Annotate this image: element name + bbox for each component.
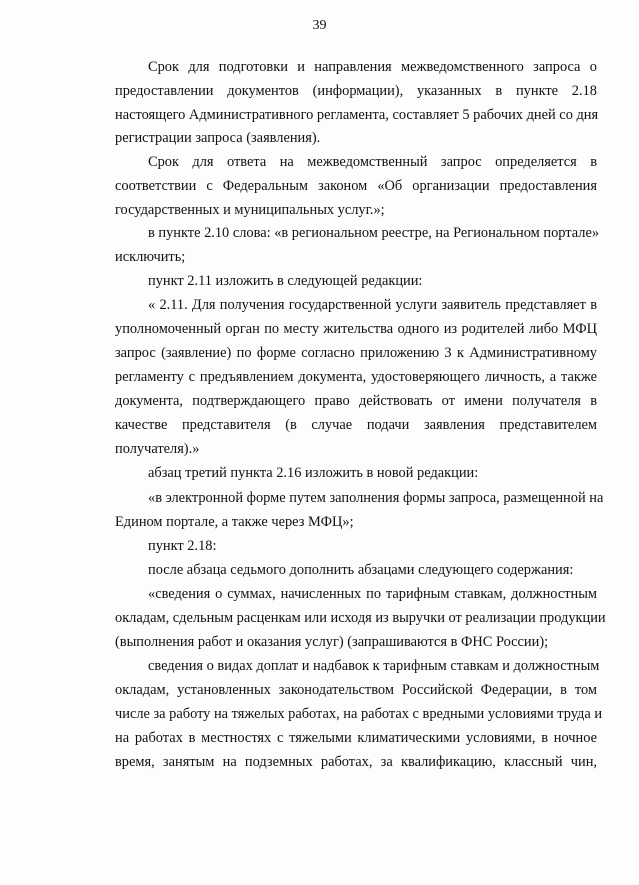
text-line: государственных и муниципальных услуг.»; (115, 202, 385, 218)
text-line: «в электронной форме путем заполнения формы запроса, размещенной на (148, 490, 604, 506)
text-line: запрос (заявление) по форме согласно приложению 3 к Административному (115, 345, 597, 361)
text-line: пункт 2.11 изложить в следующей редакции: (148, 273, 423, 289)
text-line: « 2.11. Для получения государственной услуги заявитель представляет в (148, 297, 597, 313)
text-line: после абзаца седьмого дополнить абзацами следующего содержания: (148, 562, 574, 578)
text-line: Срок для ответа на межведомственный запрос определяется в (148, 154, 597, 170)
text-line: Едином портале, а также через МФЦ»; (115, 514, 354, 530)
text-line: соответствии с Федеральным законом «Об организации предоставления (115, 178, 597, 194)
text-line: документа, подтверждающего право действовать от имени получателя в (115, 393, 597, 409)
text-line: получателя).» (115, 441, 200, 457)
text-line: Срок для подготовки и направления межведомственного запроса о (148, 59, 597, 75)
text-line: время, занятым на подземных работах, за квалификацию, классный чин, (115, 754, 597, 770)
text-line: регламенту с предъявлением документа, удостоверяющего личность, а также (115, 369, 597, 385)
text-line: настоящего Административного регламента, составляет 5 рабочих дней со дня (115, 107, 599, 123)
text-line: сведения о видах доплат и надбавок к тарифным ставкам и должностным (148, 658, 600, 674)
text-line: на работах в местностях с тяжелыми климатическими условиями, в ночное (115, 730, 597, 746)
text-line: абзац третий пункта 2.16 изложить в новой редакции: (148, 465, 479, 481)
text-line: окладам, сдельным расценкам или исходя из выручки от реализации продукции (115, 610, 606, 626)
text-line: качестве представителя (в случае подачи заявления представителем (115, 417, 597, 433)
text-line: уполномоченный орган по месту жительства одного из родителей либо МФЦ (115, 321, 597, 337)
text-line: регистрации запроса (заявления). (115, 130, 321, 146)
text-line: в пункте 2.10 слова: «в региональном реестре, на Региональном портале» (148, 225, 600, 241)
text-line: предоставлении документов (информации), указанных в пункте 2.18 (115, 83, 597, 99)
text-line: (выполнения работ и оказания услуг) (запрашиваются в ФНС России); (115, 634, 549, 650)
text-line: окладам, установленных законодательством Российской Федерации, в том (115, 682, 597, 698)
text-line: исключить; (115, 249, 186, 265)
page-number: 39 (312, 18, 327, 33)
text-line: «сведения о суммах, начисленных по тарифным ставкам, должностным (148, 586, 597, 602)
text-line: пункт 2.18: (148, 538, 217, 554)
text-line: числе за работу на тяжелых работах, на работах с вредными условиями труда и (115, 706, 603, 722)
